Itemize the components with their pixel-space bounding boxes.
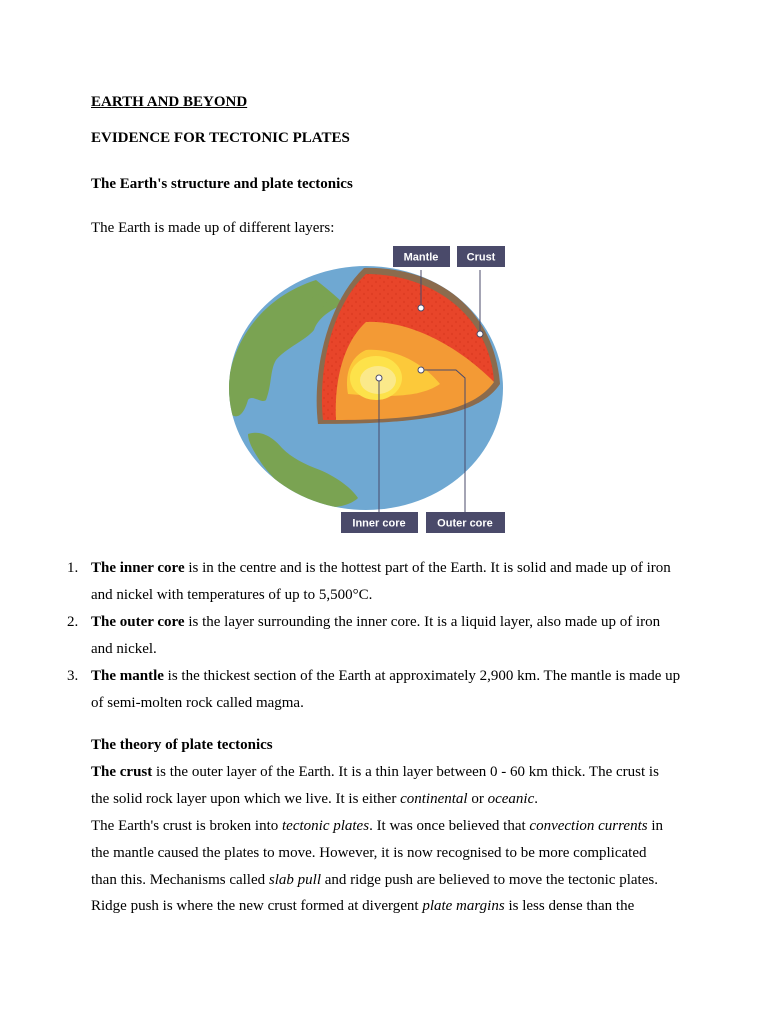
p1-em-oceanic: oceanic: [487, 790, 535, 807]
document-title: EARTH AND BEYOND: [91, 94, 248, 110]
list-text: is the thickest section of the Earth at approximately 2,900 km. The mantle is made up of semi-molten rock called magma.: [91, 668, 681, 711]
p1-text-3: .: [534, 790, 538, 807]
list-term: The outer core: [91, 614, 185, 630]
earth-layers-diagram: [226, 244, 510, 536]
inner-core-dot: [376, 375, 382, 381]
crust-term: The crust: [91, 764, 153, 780]
p2-text-4: and ridge push are believed to move the tectonic plates. Ridge push is where the new crust formed at divergent: [91, 871, 658, 915]
list-term: The inner core: [91, 560, 185, 576]
p2-em-plate-margins: plate margins: [422, 898, 505, 915]
p2-em-slab-pull: slab pull: [268, 871, 321, 888]
mantle-dot: [418, 305, 424, 311]
outer-core-dot: [418, 367, 424, 373]
plates-paragraph: [91, 813, 676, 920]
list-item: [64, 663, 684, 716]
crust-dot: [477, 331, 483, 337]
layers-list: [64, 555, 684, 717]
intro-text: The Earth is made up of different layers:: [91, 220, 335, 236]
outer-core-label: Outer core: [437, 517, 493, 530]
list-term: The mantle: [91, 668, 164, 684]
section-heading-plate-tectonics: The theory of plate tectonics: [91, 737, 273, 753]
crust-label: Crust: [466, 251, 496, 264]
list-item: [64, 609, 684, 662]
inner-core-label: Inner core: [352, 517, 406, 530]
crust-paragraph: [91, 759, 676, 813]
list-number: 3.: [67, 668, 79, 684]
p2-em-convection-currents: convection currents: [529, 818, 648, 834]
p2-text-3: in the mantle caused the plates to move. However, it is now recognised to be more complicated than this. Mechanisms called: [91, 818, 663, 888]
list-text: is the layer surrounding the inner core. It is a liquid layer, also made up of iron and nickel.: [91, 614, 661, 657]
p2-em-tectonic-plates: tectonic plates: [282, 818, 370, 834]
p2-text-5: is less dense than the: [504, 898, 635, 915]
p1-text-1: is the outer layer of the Earth. It is a thin layer between 0 - 60 km thick. The crust is the solid rock layer upon which we live. It is either: [91, 764, 659, 807]
p2-text-1: The Earth's crust is broken into: [91, 818, 282, 834]
list-text: is in the centre and is the hottest part of the Earth. It is solid and made up of iron and nickel with temperatures of up to 5,500°C.: [91, 560, 671, 603]
list-item: [64, 555, 684, 608]
list-number: 1.: [67, 560, 79, 576]
section-heading-structure: The Earth's structure and plate tectonics: [91, 176, 353, 192]
document-subtitle: EVIDENCE FOR TECTONIC PLATES: [91, 130, 350, 146]
p1-text-2: or: [467, 790, 488, 807]
p2-text-2: . It was once believed that: [369, 818, 530, 834]
p1-em-continental: continental: [400, 790, 468, 807]
mantle-label: Mantle: [403, 251, 439, 264]
list-number: 2.: [67, 614, 79, 630]
